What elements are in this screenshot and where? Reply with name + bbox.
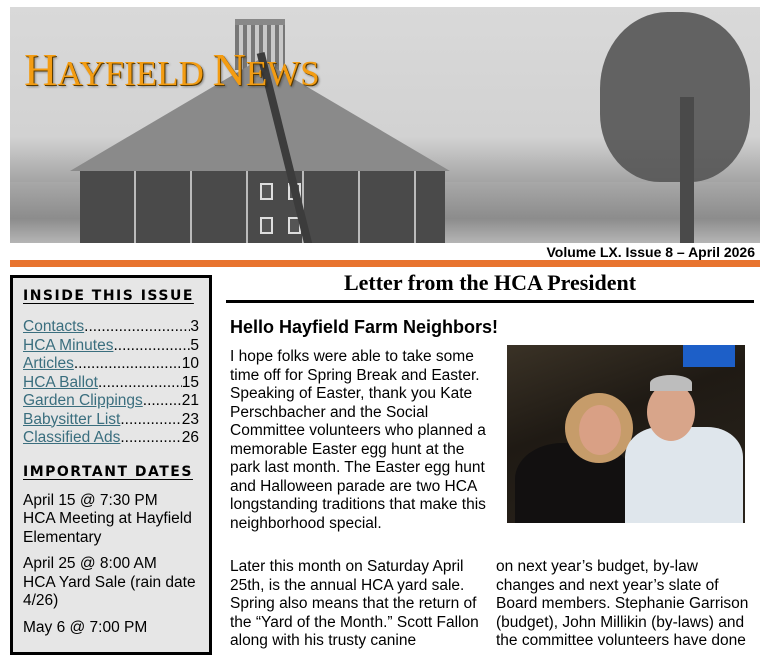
toc-item xyxy=(23,392,199,411)
toc-page: 3 xyxy=(190,318,199,335)
toc-page: 26 xyxy=(181,429,199,446)
article-greeting: Hello Hayfield Farm Neighbors! xyxy=(230,317,499,337)
leader-dots xyxy=(120,429,181,448)
orange-divider xyxy=(10,260,760,267)
newsletter-title xyxy=(24,43,320,96)
article-paragraph: Later this month on Saturday April 25th, is the annual HCA yard sale. Spring also means that the return of the “Yard of the Month.” Scott Fallon along with his trusty canine xyxy=(230,558,479,649)
title-initial: H xyxy=(24,44,58,95)
title-word: AYFIELD xyxy=(57,54,213,93)
date-item xyxy=(23,619,199,638)
article-title: Letter from the HCA President xyxy=(343,270,637,295)
title-initial: N xyxy=(212,44,246,95)
photo-person xyxy=(579,405,621,455)
barn-wall xyxy=(80,171,445,243)
barn-window xyxy=(260,183,273,200)
toc-link-classified-ads[interactable]: Classified Ads xyxy=(23,429,121,446)
leader-dots xyxy=(143,392,182,411)
article-paragraph: on next year’s budget, by-law changes and next year’s slate of Board members. Stephanie Garrison (budget), John Millikin (by-laws) and the committee volunteers have done xyxy=(496,558,749,649)
date-item xyxy=(23,492,199,548)
date-item xyxy=(23,555,199,611)
photo-person xyxy=(647,383,695,441)
toc-item xyxy=(23,318,199,337)
toc-link-contacts[interactable]: Contacts xyxy=(23,318,85,335)
toc-page: 15 xyxy=(181,373,199,391)
tv-screen xyxy=(683,345,735,367)
leader-dots xyxy=(113,337,190,356)
table-of-contents xyxy=(23,318,199,448)
leader-dots xyxy=(98,374,182,393)
date-when: May 6 @ 7:00 PM xyxy=(23,618,148,636)
title-rule xyxy=(226,300,754,303)
date-when: April 15 @ 7:30 PM xyxy=(23,491,158,509)
toc-page: 23 xyxy=(181,410,199,428)
photo-person xyxy=(650,375,692,391)
sidebar-box xyxy=(10,275,212,655)
toc-item xyxy=(23,355,199,374)
pine-tree xyxy=(600,12,750,182)
toc-link-hca-ballot[interactable]: HCA Ballot xyxy=(23,373,98,391)
toc-page: 10 xyxy=(181,355,199,372)
pine-trunk xyxy=(680,97,694,243)
toc-link-hca-minutes[interactable]: HCA Minutes xyxy=(23,336,114,354)
date-what: HCA Yard Sale (rain date 4/26) xyxy=(23,573,196,609)
toc-item xyxy=(23,337,199,356)
toc-link-garden-clippings[interactable]: Garden Clippings xyxy=(23,392,143,409)
toc-page: 21 xyxy=(181,392,199,409)
issue-info: Volume LX. Issue 8 – April 2026 xyxy=(546,244,755,260)
article-paragraph: I hope folks were able to take some time off for Spring Break and Easter. Speaking of Easter, thank you Kate Perschbacher and the Social Committee volunteers who planned a memorable Easter egg hunt at the park last month. The Easter egg hunt and Halloween parade are two HCA longstanding traditions that make this neighborhood special. xyxy=(230,348,486,532)
toc-item xyxy=(23,429,199,448)
toc-item xyxy=(23,374,199,393)
barn-window xyxy=(260,217,273,234)
title-word: EWS xyxy=(245,54,320,93)
toc-item xyxy=(23,411,199,430)
date-what: HCA Meeting at Hayfield Elementary xyxy=(23,510,192,546)
toc-link-articles[interactable]: Articles xyxy=(23,355,74,372)
masthead-banner xyxy=(10,7,760,243)
photo-person xyxy=(625,427,743,523)
dates-heading: IMPORTANT DATES xyxy=(23,463,193,480)
toc-link-babysitter-list[interactable]: Babysitter List xyxy=(23,410,121,428)
leader-dots xyxy=(84,318,190,337)
leader-dots xyxy=(120,411,181,430)
toc-heading: INSIDE THIS ISSUE xyxy=(23,288,194,304)
leader-dots xyxy=(74,355,182,374)
toc-page: 5 xyxy=(190,336,199,354)
president-photo xyxy=(507,345,745,523)
date-when: April 25 @ 8:00 AM xyxy=(23,555,157,572)
